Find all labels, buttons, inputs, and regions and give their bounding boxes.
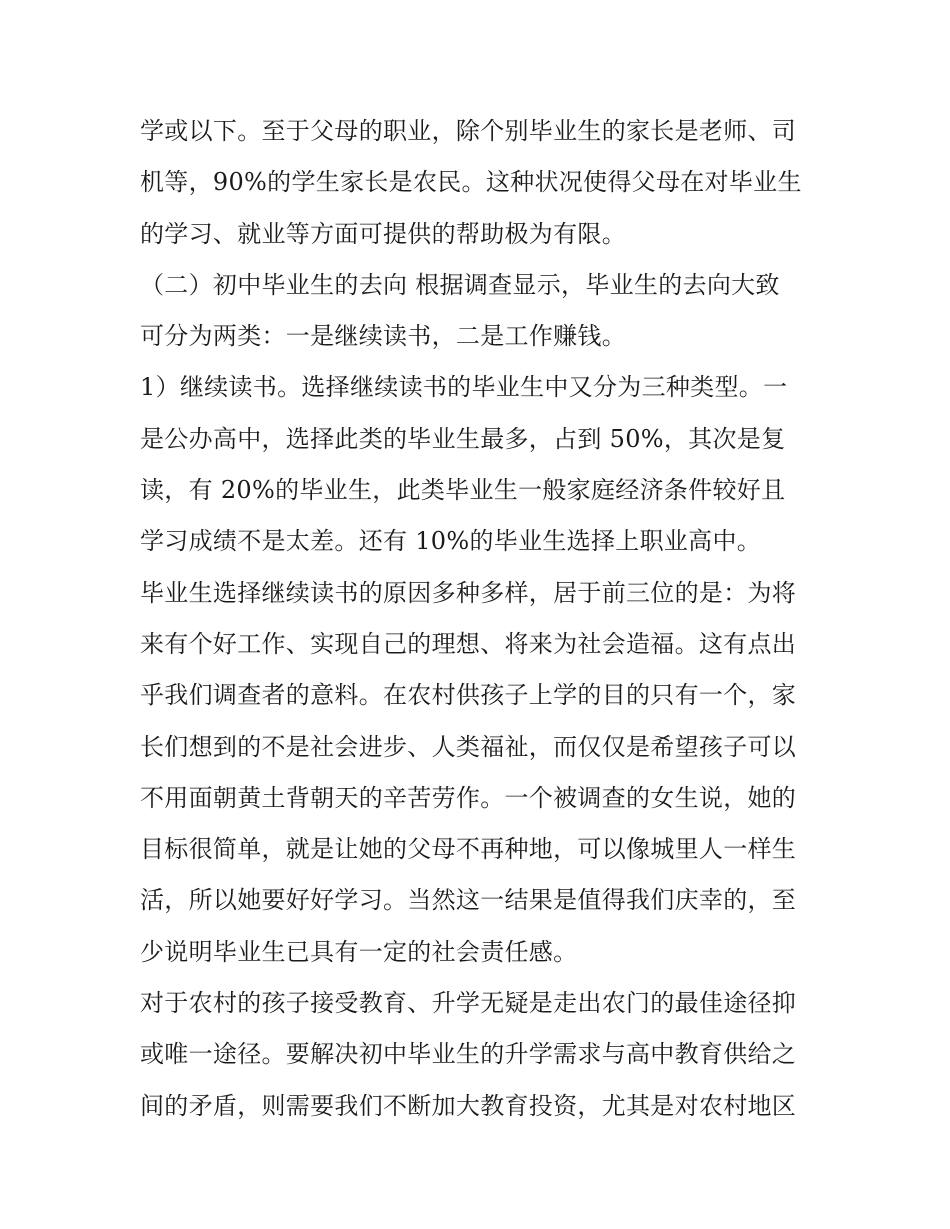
text-line: 可分为两类：一是继续读书，二是工作赚钱。: [140, 322, 626, 351]
text-line: 1）继续读书。选择继续读书的毕业生中又分为三种类型。一: [140, 373, 788, 402]
text-line: 机等，90%的学生家长是农民。这种状况使得父母在对毕业生: [140, 168, 802, 197]
text-line: 长们想到的不是社会进步、人类福祉，而仅仅是希望孩子可以: [140, 732, 797, 761]
text-line: 或唯一途径。要解决初中毕业生的升学需求与高中教育供给之: [140, 1040, 797, 1069]
text-line: 间的矛盾，则需要我们不断加大教育投资，尤其是对农村地区: [140, 1091, 797, 1120]
text-line: 学或以下。至于父母的职业，除个别毕业生的家长是老师、司: [140, 117, 797, 145]
text-line: 少说明毕业生已具有一定的社会责任感。: [140, 937, 578, 966]
text-line: 来有个好工作、实现自己的理想、将来为社会造福。这有点出: [140, 629, 797, 658]
text-line: 学习成绩不是太差。还有 10%的毕业生选择上职业高中。: [140, 527, 762, 556]
text-line: 目标很简单，就是让她的父母不再种地，可以像城里人一样生: [140, 835, 797, 864]
text-line: 对于农村的孩子接受教育、升学无疑是走出农门的最佳途径抑: [140, 989, 797, 1018]
section-heading-line: （二）初中毕业生的去向 根据调查显示，毕业生的去向大致: [140, 270, 780, 299]
text-line: 的学习、就业等方面可提供的帮助极为有限。: [140, 219, 626, 248]
text-line: 读，有 20%的毕业生，此类毕业生一般家庭经济条件较好且: [140, 476, 786, 505]
text-line: 不用面朝黄土背朝天的辛苦劳作。一个被调查的女生说，她的: [140, 783, 797, 812]
text-line: 毕业生选择继续读书的原因多种多样，居于前三位的是：为将: [140, 578, 797, 607]
text-line: 活，所以她要好好学习。当然这一结果是值得我们庆幸的，至: [140, 886, 797, 915]
text-line: 是公办高中，选择此类的毕业生最多，占到 50%，其次是复: [140, 424, 786, 453]
text-line: 乎我们调查者的意料。在农村供孩子上学的目的只有一个，家: [140, 681, 797, 710]
document-body: [140, 106, 820, 1132]
